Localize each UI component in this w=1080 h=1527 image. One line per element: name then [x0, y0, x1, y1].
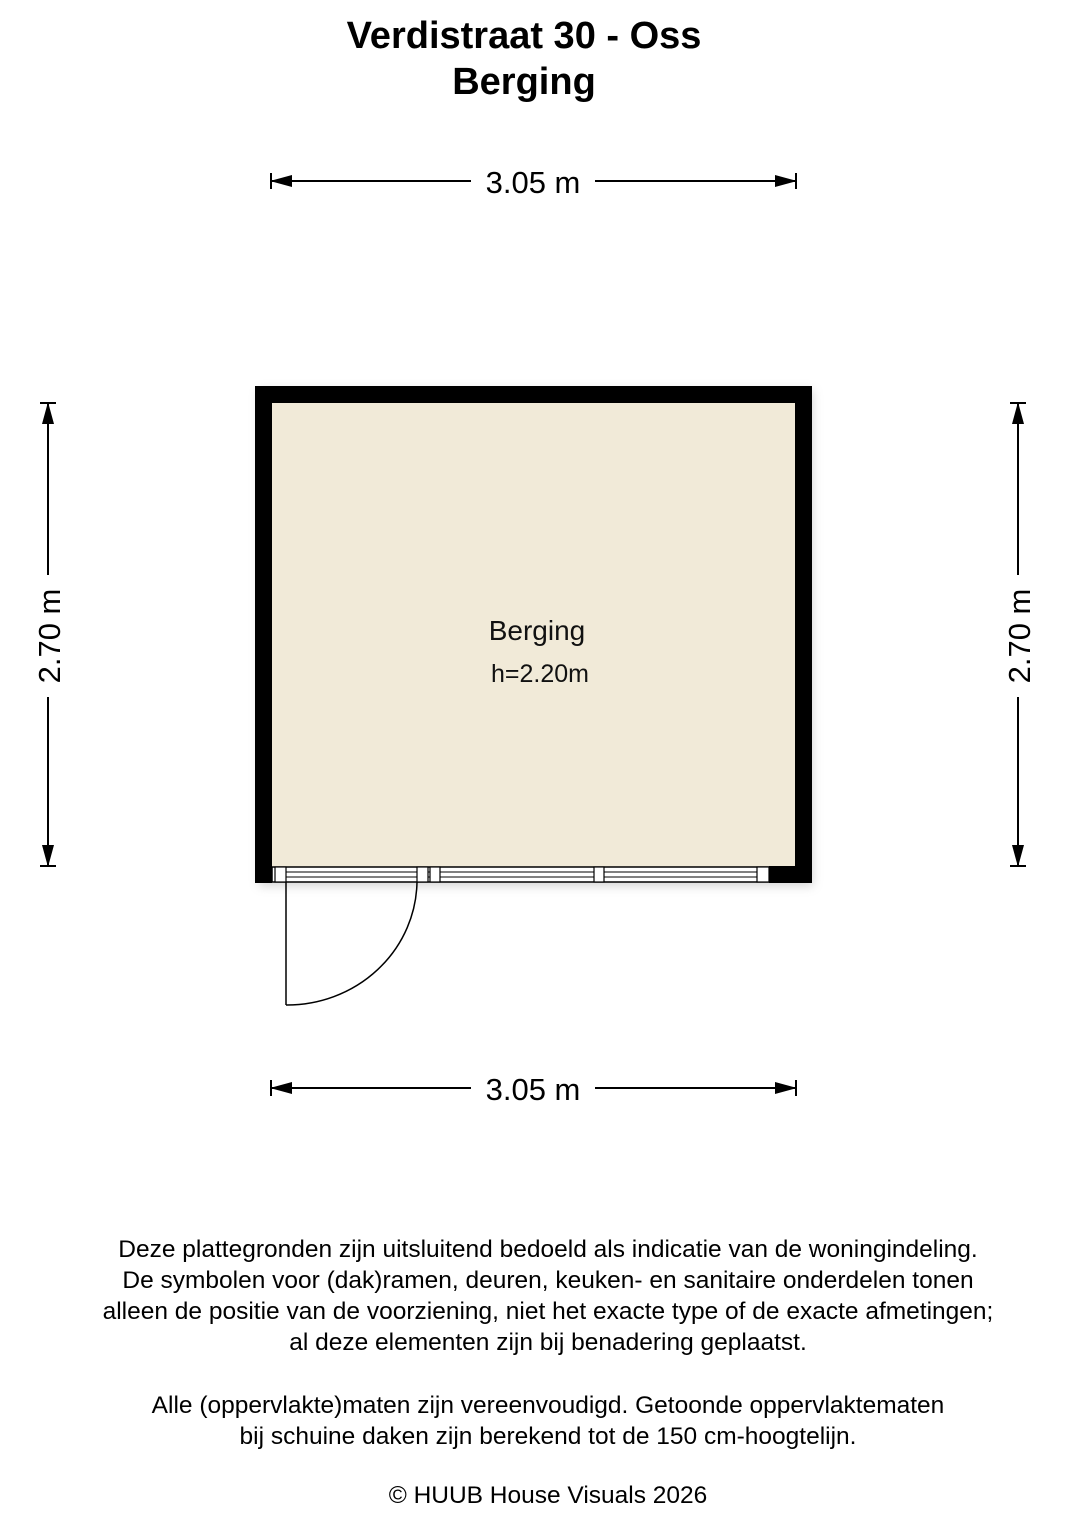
plan-address-title: Verdistraat 30 - Oss — [346, 15, 702, 57]
door-frame-left — [275, 867, 286, 882]
right-height-label: 2.70 m — [1002, 588, 1037, 684]
disclaimer-block — [8, 1234, 1080, 1358]
bottom-wall-openings — [272, 867, 769, 882]
area-note-line: Alle (oppervlakte)maten zijn vereenvoudigd. Getoonde oppervlaktematen — [151, 1392, 945, 1419]
top-width-label: 3.05 m — [485, 165, 581, 200]
area-note-line: bij schuine daken zijn berekend tot de 150 cm-hoogtelijn. — [239, 1423, 857, 1450]
wall-bottom-right — [769, 866, 812, 883]
left-height-label: 2.70 m — [32, 588, 67, 684]
area-note-block — [8, 1390, 1080, 1452]
door-frame-right — [417, 867, 428, 882]
disclaimer-line: De symbolen voor (dak)ramen, deuren, keuken- en sanitaire onderdelen tonen — [122, 1267, 974, 1294]
copyright-notice: © HUUB House Visuals 2026 — [388, 1482, 708, 1509]
disclaimer-line: al deze elementen zijn bij benadering geplaatst. — [289, 1329, 807, 1356]
room-height-label: h=2.20m — [491, 660, 589, 688]
plan-floor-title: Berging — [452, 61, 596, 103]
wall-left — [255, 386, 272, 883]
right-dimension — [1002, 403, 1037, 866]
disclaimer-line: alleen de positie van de voorziening, niet het exacte type of de exacte afmetingen; — [102, 1298, 994, 1325]
door-swing — [286, 882, 417, 1005]
left-dimension — [32, 403, 67, 866]
bottom-dimension — [271, 1072, 796, 1107]
wall-top — [255, 386, 812, 403]
room-berging — [255, 386, 813, 1005]
wall-right — [795, 386, 812, 883]
room-name-label: Berging — [488, 615, 586, 646]
bottom-width-label: 3.05 m — [485, 1072, 581, 1107]
top-dimension — [271, 165, 796, 200]
disclaimer-line: Deze plattegronden zijn uitsluitend bedoeld als indicatie van de woningindeling. — [118, 1236, 978, 1263]
